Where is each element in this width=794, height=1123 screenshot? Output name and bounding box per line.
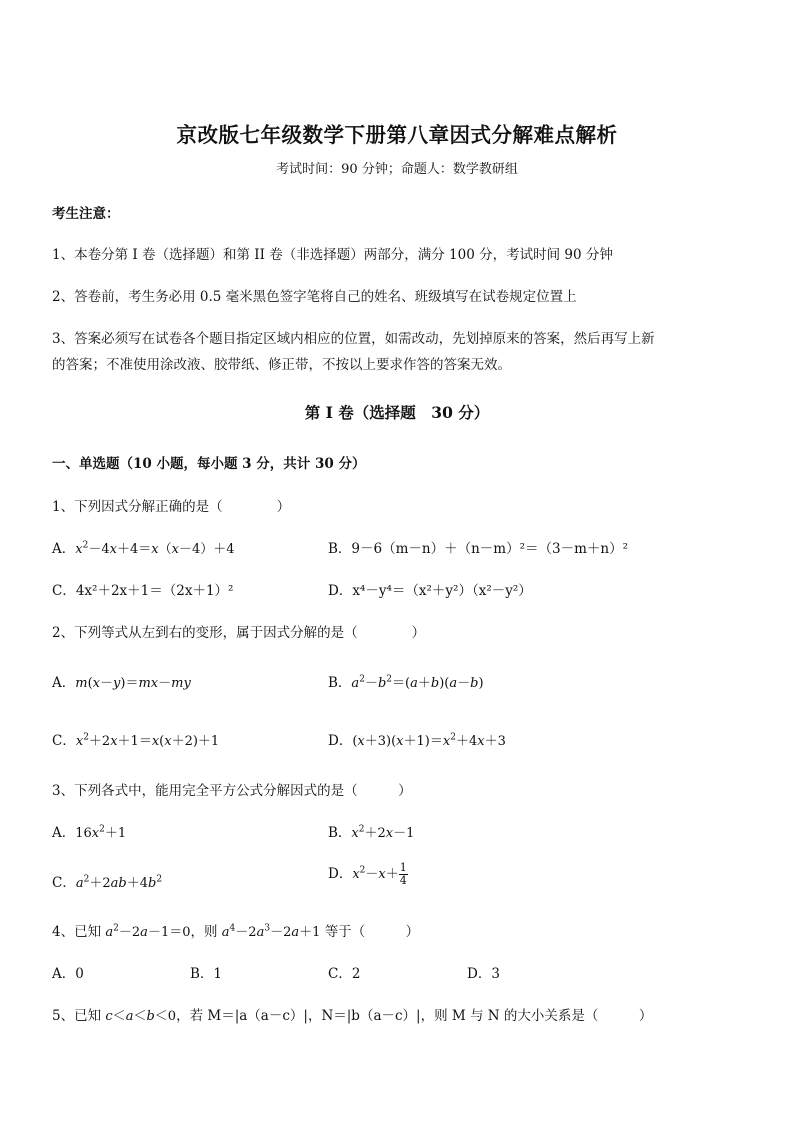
option-label: B． [328, 675, 352, 691]
math-expression: $x^2+2x-1$ [351, 824, 415, 841]
question-2-option-c [52, 729, 219, 749]
question-3-option-a [52, 821, 126, 841]
document-subtitle: 考试时间：90 分钟；命题人：数学教研组 [276, 162, 518, 177]
question-2-option-b [328, 671, 484, 691]
notice-item-1: 1、本卷分第 I 卷（选择题）和第 II 卷（非选择题）两部分，满分 100 分，考试时间 90 分钟 [52, 247, 613, 263]
document-title: 京改版七年级数学下册第八章因式分解难点解析 [176, 123, 618, 147]
math-expression: $x^2-4x+4=x(x-4)+4$ [75, 540, 235, 557]
question-2-option-a [52, 671, 191, 691]
math-expression: $a^4-2a^3-2a+1$ [221, 923, 321, 940]
part-heading: 一、单选题（10 小题，每小题 3 分，共计 30 分） [52, 456, 366, 472]
question-3-option-d [328, 862, 408, 887]
question-1-option-a [52, 537, 234, 557]
question-1-option-c [52, 579, 233, 599]
section-title: 第 I 卷（选择题 30 分） [304, 403, 490, 422]
stem-prefix: 5、已知 [52, 1008, 102, 1024]
option-text: B．9－6（m－n）＋（n－m）²＝（3－m＋n）² [328, 541, 628, 557]
question-4-stem [52, 920, 419, 940]
math-expression: c＜a＜b＜0 [105, 1009, 177, 1024]
option-label: A． [52, 675, 76, 691]
notice-item-3-line-1: 3、答案必须写在试卷各个题目指定区域内相应的位置，如需改动，先划掉原来的答案，然后再写上新 [52, 331, 655, 347]
fraction-one-quarter: $\frac{1}{4}$ [399, 861, 407, 887]
math-expression: m(x－y)＝mx－my [75, 676, 191, 691]
stem-text: ，若 M＝|a（a－c）|，N＝|b（a－c）|，则 M 与 N 的大小关系是（ ） [176, 1008, 653, 1024]
option-label: A． [52, 541, 76, 557]
option-label: C． [52, 733, 76, 749]
question-2-option-d [328, 729, 506, 749]
math-expression: $16x^2+1$ [75, 824, 127, 841]
question-4-option-a: A．0 [52, 966, 84, 982]
question-3-stem: 3、下列各式中，能用完全平方公式分解因式的是（ ） [52, 783, 412, 799]
option-label: D． [328, 866, 353, 882]
question-3-option-c [52, 871, 162, 891]
math-expression: $a^2-2a-1=0$ [105, 923, 191, 940]
option-label: A． [52, 825, 76, 841]
question-1-option-d [328, 579, 532, 599]
option-label: C． [52, 875, 76, 891]
option-text: D．x⁴－y⁴＝（x²＋y²）（x²－y²） [328, 583, 532, 599]
question-5-stem [52, 1004, 652, 1024]
math-expression: $x^2-x+$ $\frac{1}{4}$ [352, 861, 407, 887]
notice-item-2: 2、答卷前，考生务必用 0.5 毫米黑色签字笔将自己的姓名、班级填写在试卷规定位置上 [52, 289, 577, 305]
question-1-option-b [328, 537, 628, 557]
option-label: B． [328, 825, 352, 841]
question-3-option-b [328, 821, 414, 841]
math-expression: $x^2+2x+1=x(x+2)+1$ [75, 732, 220, 749]
stem-suffix: 等于（ ） [324, 924, 420, 940]
question-4-option-b: B．1 [190, 966, 223, 982]
option-label: D． [328, 733, 353, 749]
stem-mid: ，则 [190, 924, 218, 940]
math-expression: $a^2-b^2=(a+b)(a-b)$ [351, 674, 484, 691]
question-4-option-d: D．3 [467, 966, 500, 982]
question-1-stem: 1、下列因式分解正确的是（ ） [52, 499, 291, 515]
notice-heading: 考生注意： [52, 206, 120, 222]
question-2-stem: 2、下列等式从左到右的变形，属于因式分解的是（ ） [52, 625, 426, 641]
stem-prefix: 4、已知 [52, 924, 102, 940]
math-expression: $(x+3)(x+1)=x^2+4x+3$ [352, 732, 506, 749]
question-4-option-c: C．2 [328, 966, 361, 982]
notice-item-3-line-2: 的答案；不准使用涂改液、胶带纸、修正带，不按以上要求作答的答案无效。 [52, 357, 511, 373]
math-expression: $a^2+2ab+4b^2$ [75, 874, 163, 891]
option-text: C．4x²＋2x＋1＝（2x＋1）² [52, 583, 234, 599]
